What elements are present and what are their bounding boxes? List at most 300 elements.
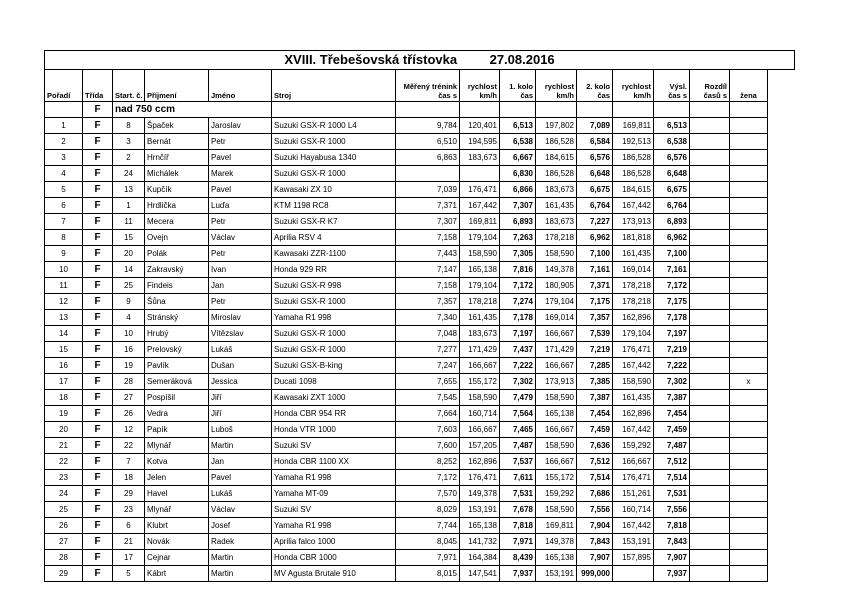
cell-start: 17 xyxy=(113,550,145,566)
cell-rychlost3: 186,528 xyxy=(613,166,654,182)
cell-trenink: 9,784 xyxy=(396,118,460,134)
cell-trida: F xyxy=(83,214,113,230)
cell-kolo1: 7,937 xyxy=(500,566,536,582)
cell-rychlost2: 161,435 xyxy=(536,198,577,214)
empty-cell xyxy=(768,214,795,230)
header-row xyxy=(45,70,795,102)
cell-start: 7 xyxy=(113,454,145,470)
cell-rychlost2: 158,590 xyxy=(536,246,577,262)
cell-prijmeni: Kotva xyxy=(145,454,209,470)
cell-trida: F xyxy=(83,454,113,470)
cell-stroj: Kawasaki ZZR-1100 xyxy=(272,246,396,262)
cell-stroj: Suzuki GSX-R 1000 xyxy=(272,326,396,342)
cell-rychlost2: 183,673 xyxy=(536,182,577,198)
cell-kolo2: 7,907 xyxy=(577,550,613,566)
cell-vysl: 6,962 xyxy=(654,230,690,246)
empty-cell xyxy=(768,374,795,390)
cell-vysl: 7,531 xyxy=(654,486,690,502)
cell-poradi: 5 xyxy=(45,182,83,198)
cell-zena xyxy=(730,294,768,310)
table-row xyxy=(45,550,795,566)
cell-stroj: Suzuki GSX-R 1000 xyxy=(272,166,396,182)
cell-rozdil xyxy=(690,198,730,214)
cell-rychlost1: 179,104 xyxy=(460,230,500,246)
cell-kolo2: 7,512 xyxy=(577,454,613,470)
cell-stroj: Yamaha R1 998 xyxy=(272,310,396,326)
empty-cell xyxy=(768,182,795,198)
empty-cell xyxy=(768,150,795,166)
empty-cell xyxy=(768,310,795,326)
cell-kolo1: 7,487 xyxy=(500,438,536,454)
cell-poradi: 23 xyxy=(45,470,83,486)
cell-rychlost1: 120,401 xyxy=(460,118,500,134)
cell-rychlost2: 158,590 xyxy=(536,390,577,406)
cell-rychlost1: 167,442 xyxy=(460,198,500,214)
cell-stroj: Aprilia RSV 4 xyxy=(272,230,396,246)
empty-cell xyxy=(768,294,795,310)
cell-trenink: 7,570 xyxy=(396,486,460,502)
cell-trida: F xyxy=(83,150,113,166)
cell-rychlost2: 178,218 xyxy=(536,230,577,246)
cell-start: 5 xyxy=(113,566,145,582)
empty-cell xyxy=(768,470,795,486)
cell-rozdil xyxy=(690,214,730,230)
cell-trenink: 7,443 xyxy=(396,246,460,262)
cell-trida: F xyxy=(83,198,113,214)
cell-rychlost3: 167,442 xyxy=(613,358,654,374)
cell-trida: F xyxy=(83,374,113,390)
cell-vysl: 7,161 xyxy=(654,262,690,278)
event-date: 27.08.2016 xyxy=(489,52,555,67)
cell-kolo1: 7,818 xyxy=(500,518,536,534)
cell-kolo1: 7,537 xyxy=(500,454,536,470)
cell-rychlost3: 178,218 xyxy=(613,294,654,310)
empty-cell xyxy=(768,406,795,422)
cell-poradi: 14 xyxy=(45,326,83,342)
cell-rychlost2: 169,014 xyxy=(536,310,577,326)
cell-kolo2: 7,387 xyxy=(577,390,613,406)
cell-stroj: Suzuki GSX-R 1000 xyxy=(272,294,396,310)
cell-trenink: 7,039 xyxy=(396,182,460,198)
cell-rozdil xyxy=(690,374,730,390)
cell-start: 16 xyxy=(113,342,145,358)
cell-rychlost2: 166,667 xyxy=(536,358,577,374)
table-row xyxy=(45,470,795,486)
cell-rychlost2: 197,802 xyxy=(536,118,577,134)
table-row xyxy=(45,374,795,390)
cell-stroj: Suzuki GSX-B-king xyxy=(272,358,396,374)
cell-poradi: 6 xyxy=(45,198,83,214)
cell-zena xyxy=(730,454,768,470)
cell-start: 21 xyxy=(113,534,145,550)
cell-trida: F xyxy=(83,342,113,358)
table-row xyxy=(45,566,795,582)
header-start: Start. č. xyxy=(113,70,145,102)
cell-trida: F xyxy=(83,134,113,150)
cell-rychlost2: 180,905 xyxy=(536,278,577,294)
cell-rychlost3: 176,471 xyxy=(613,342,654,358)
cell-jmeno: Jan xyxy=(209,454,272,470)
cell-rychlost3: 167,442 xyxy=(613,422,654,438)
cell-trenink: 7,158 xyxy=(396,278,460,294)
table-row xyxy=(45,326,795,342)
cell-stroj: Yamaha R1 998 xyxy=(272,470,396,486)
empty-cell xyxy=(768,118,795,134)
cell-kolo2: 7,459 xyxy=(577,422,613,438)
cell-zena xyxy=(730,246,768,262)
cell-zena xyxy=(730,262,768,278)
cell-zena xyxy=(730,566,768,582)
cell-trida: F xyxy=(83,246,113,262)
cell-kolo2: 6,648 xyxy=(577,166,613,182)
header-rychlost-1: rychlost km/h xyxy=(460,70,500,102)
cell-rychlost3: 157,895 xyxy=(613,550,654,566)
event-title: XVIII. Třebešovská třístovka xyxy=(284,52,458,67)
cell-trida: F xyxy=(83,326,113,342)
table-row xyxy=(45,246,795,262)
cell-kolo1: 7,274 xyxy=(500,294,536,310)
cell-rychlost1: 166,667 xyxy=(460,422,500,438)
page-title xyxy=(45,51,795,70)
cell-stroj: Honda 929 RR xyxy=(272,262,396,278)
cell-vysl: 7,172 xyxy=(654,278,690,294)
cell-prijmeni: Prelovský xyxy=(145,342,209,358)
header-trida: Třída xyxy=(83,70,113,102)
table-row xyxy=(45,454,795,470)
cell-rychlost1: 171,429 xyxy=(460,342,500,358)
cell-rozdil xyxy=(690,278,730,294)
cell-start: 22 xyxy=(113,438,145,454)
cell-rychlost3: 169,811 xyxy=(613,118,654,134)
cell-stroj: Honda CBR 1100 XX xyxy=(272,454,396,470)
cell-kolo1: 7,678 xyxy=(500,502,536,518)
cell-poradi: 13 xyxy=(45,310,83,326)
header-stroj: Stroj xyxy=(272,70,396,102)
header-vysledny-cas: Výsl. čas s xyxy=(654,70,690,102)
cell-poradi: 22 xyxy=(45,454,83,470)
cell-kolo2: 7,454 xyxy=(577,406,613,422)
cell-zena xyxy=(730,422,768,438)
cell-rychlost2: 166,667 xyxy=(536,326,577,342)
cell-kolo1: 7,479 xyxy=(500,390,536,406)
cell-prijmeni: Stránský xyxy=(145,310,209,326)
cell-rozdil xyxy=(690,406,730,422)
cell-kolo1: 6,830 xyxy=(500,166,536,182)
cell-zena xyxy=(730,342,768,358)
cell-rozdil xyxy=(690,230,730,246)
cell-kolo2: 7,371 xyxy=(577,278,613,294)
cell-poradi: 4 xyxy=(45,166,83,182)
cell-kolo2: 7,100 xyxy=(577,246,613,262)
cell-rychlost3: 153,191 xyxy=(613,534,654,550)
cell-poradi: 25 xyxy=(45,502,83,518)
cell-start: 15 xyxy=(113,230,145,246)
cell-vysl: 7,387 xyxy=(654,390,690,406)
cell-rychlost1: 183,673 xyxy=(460,326,500,342)
cell-rychlost3: 167,442 xyxy=(613,518,654,534)
empty-cell xyxy=(768,518,795,534)
cell-kolo2: 7,227 xyxy=(577,214,613,230)
cell-poradi: 28 xyxy=(45,550,83,566)
table-row xyxy=(45,438,795,454)
cell-trenink: 6,510 xyxy=(396,134,460,150)
cell-start: 10 xyxy=(113,326,145,342)
cell-rozdil xyxy=(690,150,730,166)
cell-rozdil xyxy=(690,518,730,534)
cell-poradi: 18 xyxy=(45,390,83,406)
cell-prijmeni: Pospíšil xyxy=(145,390,209,406)
cell-jmeno: Martin xyxy=(209,550,272,566)
cell-trenink: 7,744 xyxy=(396,518,460,534)
cell-zena xyxy=(730,214,768,230)
cell-jmeno: Jessica xyxy=(209,374,272,390)
cell-rychlost2: 186,528 xyxy=(536,134,577,150)
cell-poradi: 12 xyxy=(45,294,83,310)
cell-rychlost2: 149,378 xyxy=(536,262,577,278)
cell-trida: F xyxy=(83,518,113,534)
header-trenink: Měřený trénink čas s xyxy=(396,70,460,102)
table-row xyxy=(45,262,795,278)
cell-vysl: 7,178 xyxy=(654,310,690,326)
cell-kolo2: 6,962 xyxy=(577,230,613,246)
cell-rozdil xyxy=(690,566,730,582)
cell-kolo2: 7,686 xyxy=(577,486,613,502)
cell-rychlost2: 153,191 xyxy=(536,566,577,582)
empty-cell xyxy=(768,390,795,406)
cell-trenink: 7,600 xyxy=(396,438,460,454)
cell-rychlost2: 183,673 xyxy=(536,214,577,230)
cell-poradi: 20 xyxy=(45,422,83,438)
cell-jmeno: Vítězslav xyxy=(209,326,272,342)
cell-trida: F xyxy=(83,486,113,502)
empty-cell xyxy=(768,230,795,246)
cell-kolo1: 8,439 xyxy=(500,550,536,566)
cell-kolo1: 7,263 xyxy=(500,230,536,246)
cell-trida: F xyxy=(83,422,113,438)
table-row xyxy=(45,182,795,198)
cell-prijmeni: Zakravský xyxy=(145,262,209,278)
cell-prijmeni: Havel xyxy=(145,486,209,502)
cell-rozdil xyxy=(690,358,730,374)
cell-stroj: Suzuki SV xyxy=(272,502,396,518)
cell-trenink: 6,863 xyxy=(396,150,460,166)
cell-stroj: Suzuki GSX-R 998 xyxy=(272,278,396,294)
cell-kolo2: 7,219 xyxy=(577,342,613,358)
cell-prijmeni: Vedra xyxy=(145,406,209,422)
cell-poradi: 21 xyxy=(45,438,83,454)
cell-kolo2: 6,576 xyxy=(577,150,613,166)
cell-kolo2: 7,357 xyxy=(577,310,613,326)
empty-cell xyxy=(768,262,795,278)
cell-start: 25 xyxy=(113,278,145,294)
cell-jmeno: Jaroslav xyxy=(209,118,272,134)
cell-trida: F xyxy=(83,502,113,518)
cell-rychlost2: 165,138 xyxy=(536,406,577,422)
cell-zena: x xyxy=(730,374,768,390)
cell-prijmeni: Pavlík xyxy=(145,358,209,374)
cell-kolo1: 7,971 xyxy=(500,534,536,550)
cell-kolo1: 7,465 xyxy=(500,422,536,438)
cell-rychlost3: 160,714 xyxy=(613,502,654,518)
cell-trida: F xyxy=(83,230,113,246)
cell-start: 1 xyxy=(113,198,145,214)
empty-cell xyxy=(768,166,795,182)
cell-jmeno: Václav xyxy=(209,230,272,246)
cell-rozdil xyxy=(690,470,730,486)
cell-jmeno: Václav xyxy=(209,502,272,518)
cell-rychlost1: 141,732 xyxy=(460,534,500,550)
cell-rychlost2: 165,138 xyxy=(536,550,577,566)
cell-rychlost1: 158,590 xyxy=(460,246,500,262)
cell-rozdil xyxy=(690,486,730,502)
table-row xyxy=(45,518,795,534)
cell-jmeno: Pavel xyxy=(209,182,272,198)
cell-rychlost3: 178,218 xyxy=(613,278,654,294)
cell-zena xyxy=(730,550,768,566)
table-row xyxy=(45,406,795,422)
header-rozdil: Rozdíl časů s xyxy=(690,70,730,102)
cell-stroj: Ducati 1098 xyxy=(272,374,396,390)
cell-prijmeni: Michálek xyxy=(145,166,209,182)
cell-zena xyxy=(730,518,768,534)
cell-trenink: 7,664 xyxy=(396,406,460,422)
cell-vysl: 7,302 xyxy=(654,374,690,390)
cell-jmeno: Petr xyxy=(209,246,272,262)
table-row xyxy=(45,422,795,438)
cell-start: 11 xyxy=(113,214,145,230)
cell-trenink: 7,655 xyxy=(396,374,460,390)
cell-prijmeni: Novák xyxy=(145,534,209,550)
cell-rychlost3: 158,590 xyxy=(613,374,654,390)
header-prijmeni: Příjmení xyxy=(145,70,209,102)
cell-zena xyxy=(730,486,768,502)
cell-trida: F xyxy=(83,294,113,310)
cell-zena xyxy=(730,502,768,518)
cell-trenink: 7,603 xyxy=(396,422,460,438)
cell-poradi: 2 xyxy=(45,134,83,150)
cell-rychlost3: 186,528 xyxy=(613,150,654,166)
cell-jmeno: Lukáš xyxy=(209,342,272,358)
cell-kolo2: 7,285 xyxy=(577,358,613,374)
cell-zena xyxy=(730,358,768,374)
cell-vysl: 6,576 xyxy=(654,150,690,166)
cell-rychlost1: 161,435 xyxy=(460,310,500,326)
cell-trida: F xyxy=(83,278,113,294)
cell-poradi: 15 xyxy=(45,342,83,358)
cell-vysl: 7,454 xyxy=(654,406,690,422)
cell-rychlost1: 153,191 xyxy=(460,502,500,518)
cell-trenink: 7,247 xyxy=(396,358,460,374)
cell-vysl: 6,513 xyxy=(654,118,690,134)
table-row xyxy=(45,278,795,294)
cell-poradi: 1 xyxy=(45,118,83,134)
cell-prijmeni: Cejnar xyxy=(145,550,209,566)
cell-poradi: 16 xyxy=(45,358,83,374)
cell-kolo2: 7,089 xyxy=(577,118,613,134)
cell-rychlost2: 171,429 xyxy=(536,342,577,358)
cell-vysl: 7,937 xyxy=(654,566,690,582)
cell-vysl: 7,907 xyxy=(654,550,690,566)
cell-rychlost1: 183,673 xyxy=(460,150,500,166)
cell-zena xyxy=(730,406,768,422)
cell-kolo1: 7,305 xyxy=(500,246,536,262)
cell-trenink: 7,147 xyxy=(396,262,460,278)
cell-start: 12 xyxy=(113,422,145,438)
cell-jmeno: Jiří xyxy=(209,406,272,422)
cell-stroj: Honda CBR 1000 xyxy=(272,550,396,566)
cell-rozdil xyxy=(690,502,730,518)
empty-cell xyxy=(768,70,795,102)
cell-rychlost2: 179,104 xyxy=(536,294,577,310)
cell-rychlost3: 173,913 xyxy=(613,214,654,230)
cell-rychlost2: 186,528 xyxy=(536,166,577,182)
cell-jmeno: Radek xyxy=(209,534,272,550)
cell-poradi: 9 xyxy=(45,246,83,262)
cell-trenink: 7,048 xyxy=(396,326,460,342)
cell-vysl: 7,175 xyxy=(654,294,690,310)
cell-kolo1: 7,222 xyxy=(500,358,536,374)
cell-rychlost3: 179,104 xyxy=(613,326,654,342)
cell-kolo1: 6,538 xyxy=(500,134,536,150)
cell-stroj: Aprilia falco 1000 xyxy=(272,534,396,550)
title-row xyxy=(45,51,795,70)
cell-rychlost1: 179,104 xyxy=(460,278,500,294)
table-row xyxy=(45,390,795,406)
cell-jmeno: Petr xyxy=(209,214,272,230)
table-row xyxy=(45,534,795,550)
cell-rychlost2: 155,172 xyxy=(536,470,577,486)
cell-kolo1: 7,172 xyxy=(500,278,536,294)
cell-vysl: 6,648 xyxy=(654,166,690,182)
cell-rychlost3: 151,261 xyxy=(613,486,654,502)
cell-rychlost3: 192,513 xyxy=(613,134,654,150)
cell-trida: F xyxy=(83,358,113,374)
cell-zena xyxy=(730,118,768,134)
cell-jmeno: Jiří xyxy=(209,390,272,406)
empty-cell xyxy=(768,358,795,374)
cell-rychlost3: 161,435 xyxy=(613,246,654,262)
table-row xyxy=(45,198,795,214)
table-row xyxy=(45,134,795,150)
cell-jmeno: Ivan xyxy=(209,262,272,278)
table-row xyxy=(45,294,795,310)
category-class: F xyxy=(83,102,113,118)
empty-cell xyxy=(768,486,795,502)
empty-cell xyxy=(768,342,795,358)
cell-rychlost2: 158,590 xyxy=(536,502,577,518)
cell-prijmeni: Papík xyxy=(145,422,209,438)
cell-vysl: 7,197 xyxy=(654,326,690,342)
cell-rychlost1: 155,172 xyxy=(460,374,500,390)
cell-prijmeni: Ovejn xyxy=(145,230,209,246)
cell-stroj: KTM 1198 RC8 xyxy=(272,198,396,214)
table-row xyxy=(45,310,795,326)
cell-zena xyxy=(730,534,768,550)
cell-rychlost1: 178,218 xyxy=(460,294,500,310)
cell-zena xyxy=(730,390,768,406)
cell-poradi: 10 xyxy=(45,262,83,278)
cell-jmeno: Martin xyxy=(209,566,272,582)
cell-zena xyxy=(730,326,768,342)
cell-stroj: Honda CBR 954 RR xyxy=(272,406,396,422)
cell-rychlost2: 158,590 xyxy=(536,438,577,454)
cell-rozdil xyxy=(690,246,730,262)
cell-start: 26 xyxy=(113,406,145,422)
cell-start: 6 xyxy=(113,518,145,534)
cell-prijmeni: Mecera xyxy=(145,214,209,230)
cell-prijmeni: Hrnčíř xyxy=(145,150,209,166)
cell-rychlost3: 167,442 xyxy=(613,198,654,214)
